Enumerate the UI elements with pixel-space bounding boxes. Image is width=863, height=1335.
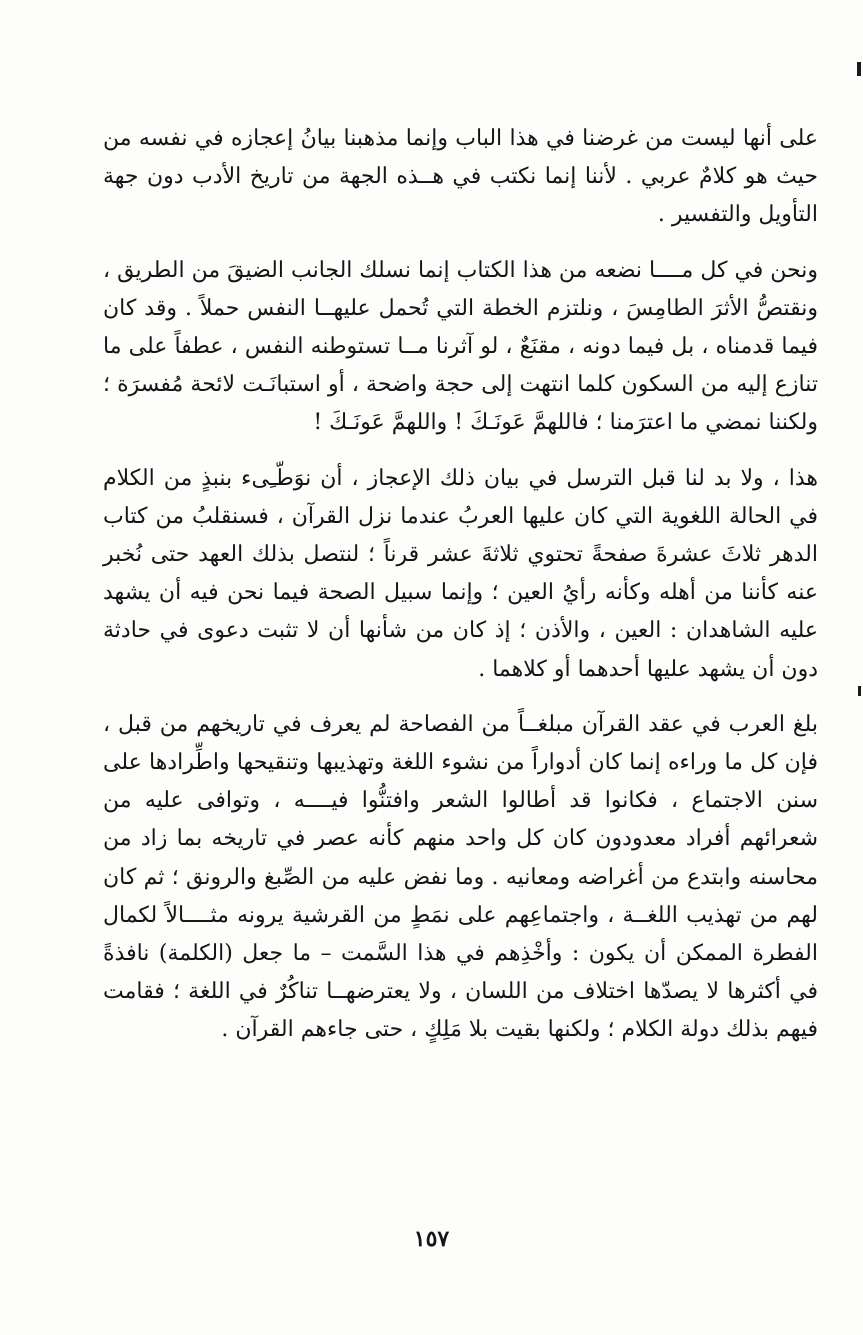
paragraph-2: ونحن في كل مــــا نضعه من هذا الكتاب إنما نسلك الجانب الضيقَ من الطريق ، ونقتصُّ الأثرَ الطامِسَ ، ونلتزم الخطة التي تُحمل عليهــا النفس حملاً . وقد كان فيما قدمناه ، بل فيما دونه ، مقنَعٌ ، لو آثرنا مــا تستوطنه النفس ، عطفاً على ما تنازع إليه من السكون كلما انتهت إلى حجة واضحة ، أو استبانَـت لائحة مُفسرَة ؛ ولكننا نمضي ما اعترَمنا ؛ فاللهمَّ عَونَـكَ ! واللهمَّ عَونَـكَ !	[103, 257, 819, 436]
body-text	[103, 120, 818, 1067]
paragraph-4: بلغ العرب في عقد القرآن مبلغــاً من الفصاحة لم يعرف في تاريخهم من قبل ، فإن كل ما وراءه إنما كان أدواراً من نشوء اللغة وتهذيبها وتنقيحها واطِّرادها على سنن الاجتماع ، فكانوا قد أطالوا الشعر وافتنُّوا فيــــه ، وتوافى عليه من شعرائهم أفراد معدودون كان كل واحد منهم كأنه عصر في تاريخه بما زاد من محاسنه وابتدع من أغراضه ومعانيه . وما نفض عليه من الصِّبغ والرونق ؛ ثم كان لهم من تهذيب اللغــة ، واجتماعِهم على نمَطٍ من القرشية يرونه مثــــالاً لكمال الفطرة الممكن أن يكون : وأخْذِهم في هذا السَّمت – ما جعل (الكلمة) نافذةً في أكثرها لا يصدّها اختلاف من اللسان ، ولا يعترضهــا تناكُرٌ في اللغة ؛ فقامت فيهم بذلك دولة الكلام ؛ ولكنها بقيت بلا مَلِكٍ ، حتى جاءهم القرآن .	[103, 711, 818, 1043]
paragraph-1: على أنها ليست من غرضنا في هذا الباب وإنما مذهبنا بيانُ إعجازه في نفسه من حيث هو كلامٌ عربي . لأننا إنما نكتب في هــذه الجهة من تاريخ الأدب دون جهة التأويل والتفسير .	[103, 126, 818, 228]
paragraph-3: هذا ، ولا بد لنا قبل الترسل في بيان ذلك الإعجاز ، أن نوَطّـِىء بنبذٍ من الكلام في الحالة اللغوية التي كان عليها العربُ عندما نزل القرآن ، فسنقلبُ من كتاب الدهر ثلاثَ عشرةَ صفحةً تحتوي ثلاثةَ عشر قرناً ؛ لنتصل بذلك العهد حتى نُخبر عنه كأننا من أهله وكأنه رأيُ العين ؛ وإنما سبيل الصحة فيما نحن فيه أن يشهد عليه الشاهدان : العين ، والأذن ؛ إذ كان من شأنها أن لا تثبت دعوى في حادثة دون أن يشهد عليها أحدهما أو كلاهما .	[103, 465, 818, 682]
page-number: ١٥٧	[413, 1226, 450, 1252]
edge-mark-top	[857, 62, 861, 76]
edge-mark-middle	[858, 686, 861, 696]
